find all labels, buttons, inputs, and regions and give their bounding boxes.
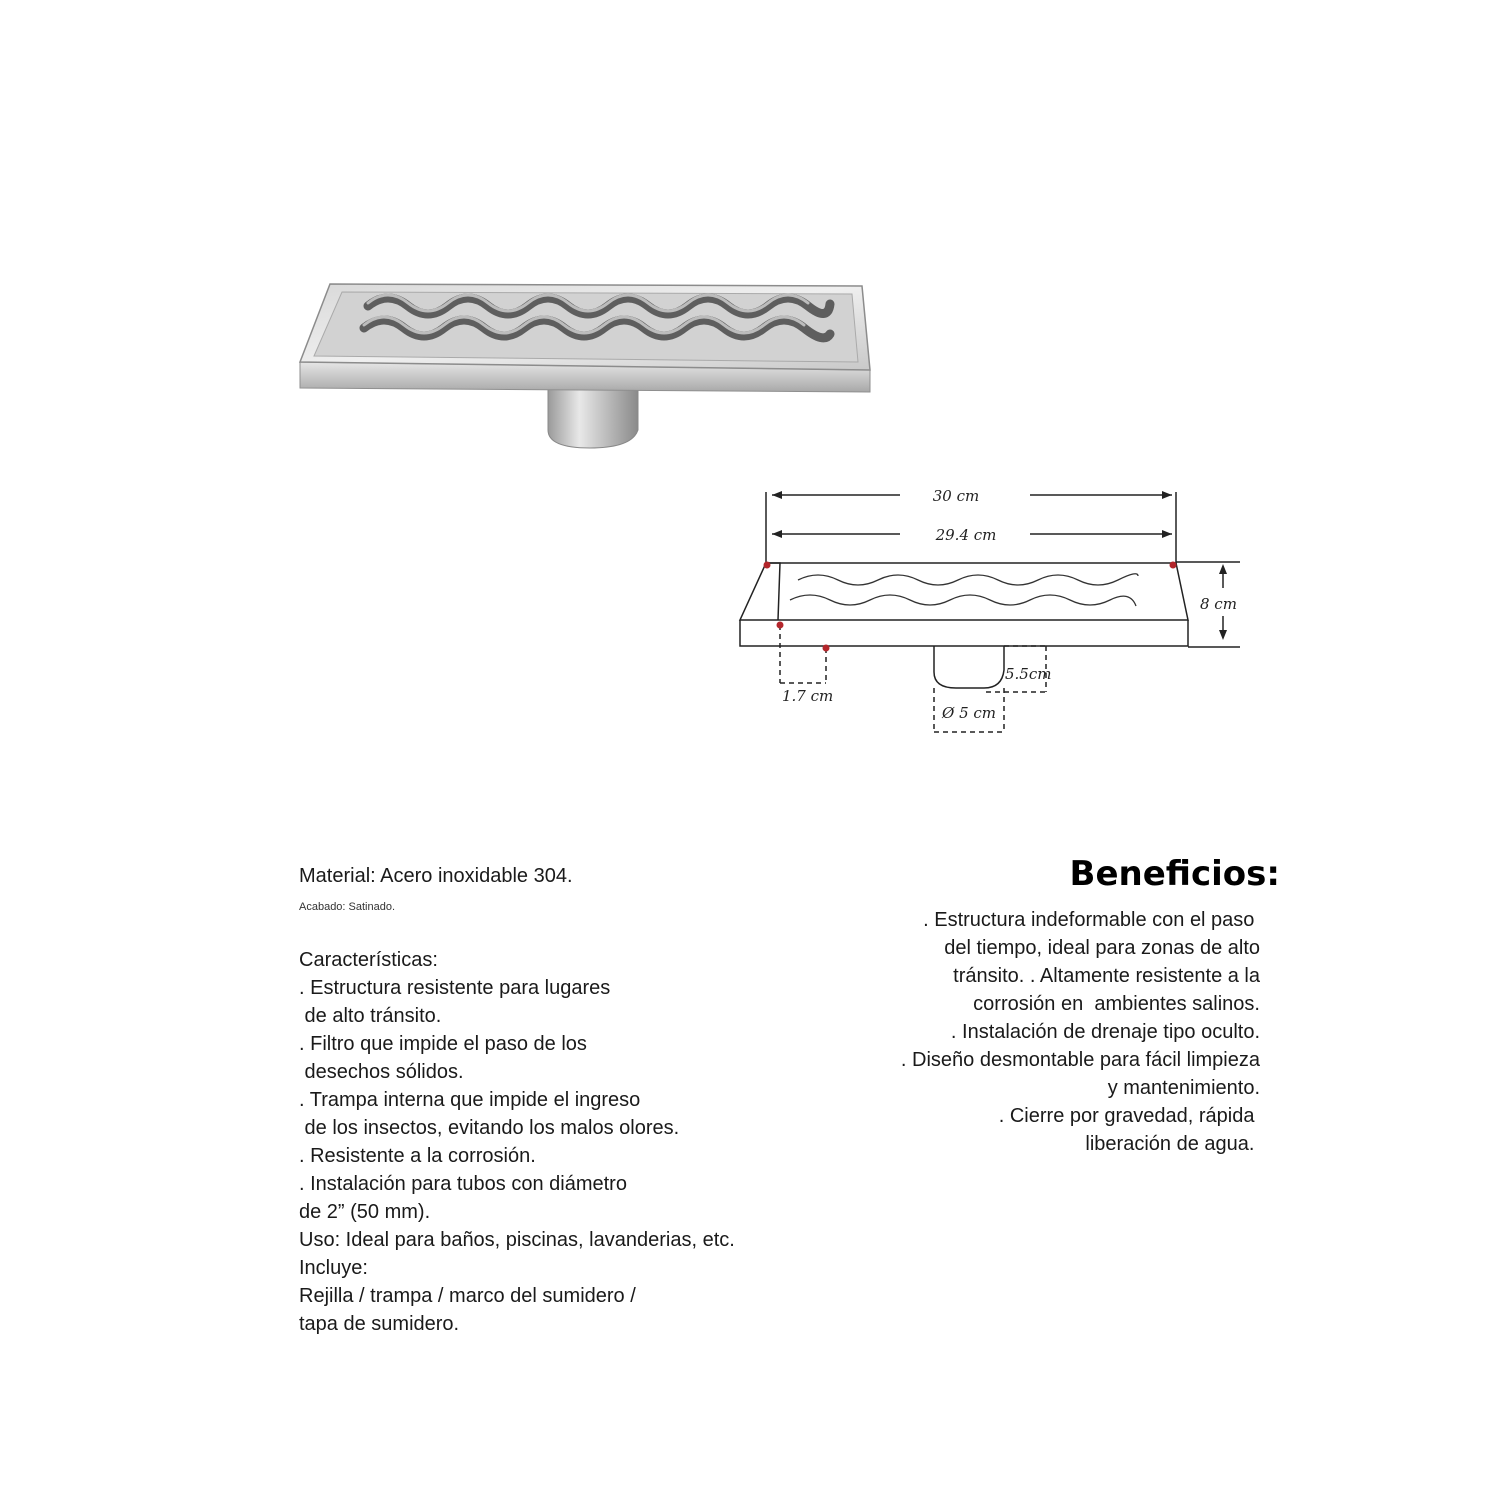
feature-line: de alto tránsito. (299, 1005, 442, 1027)
feature-line: desechos sólidos. (299, 1061, 464, 1083)
feature-line: . Estructura resistente para lugares (299, 977, 611, 999)
feature-line: Incluye: (299, 1257, 368, 1279)
feature-line: . Trampa interna que impide el ingreso (299, 1089, 641, 1111)
margin-label: 1.7 cm (782, 687, 834, 705)
inner-length-label: 29.4 cm (935, 526, 997, 544)
dimension-marker (823, 645, 830, 652)
height-label: 8 cm (1200, 595, 1237, 613)
benefits-list (800, 906, 1260, 1158)
benefit-line: y mantenimiento. (1107, 1077, 1260, 1099)
feature-line: Uso: Ideal para baños, piscinas, lavanderias, etc. (299, 1229, 735, 1251)
benefits-title: Beneficios: (1069, 854, 1280, 894)
benefit-line: tránsito. . Altamente resistente a la (953, 965, 1260, 987)
feature-line: de los insectos, evitando los malos olores. (299, 1117, 680, 1139)
benefit-line: . Instalación de drenaje tipo oculto. (950, 1021, 1260, 1043)
feature-line: . Instalación para tubos con diámetro (299, 1173, 627, 1195)
feature-line: de 2” (50 mm). (299, 1201, 431, 1223)
benefit-line: corrosión en ambientes salinos. (973, 993, 1260, 1015)
feature-line: . Resistente a la corrosión. (299, 1145, 536, 1167)
finish-text: Acabado: Satinado. (299, 901, 396, 913)
features-list (299, 974, 819, 1338)
outer-length-label: 30 cm (932, 487, 980, 505)
pipe-diameter-label: Ø 5 cm (942, 704, 997, 722)
features-title: Características: (299, 949, 438, 971)
benefit-line: . Estructura indeformable con el paso (923, 909, 1260, 931)
feature-line: Rejilla / trampa / marco del sumidero / (299, 1285, 636, 1307)
material-text: Material: Acero inoxidable 304. (299, 865, 573, 887)
benefit-line: . Diseño desmontable para fácil limpieza (900, 1049, 1260, 1071)
linear-floor-drain-photo (290, 270, 890, 460)
dimension-marker (777, 622, 784, 629)
dimension-marker (764, 562, 771, 569)
dimension-marker (1170, 562, 1177, 569)
benefit-line: liberación de agua. (1085, 1133, 1260, 1155)
specifications-column (299, 862, 819, 1338)
pipe-height-label: 5.5cm (1005, 665, 1052, 683)
feature-line: . Filtro que impide el paso de los (299, 1033, 587, 1055)
benefit-line: del tiempo, ideal para zonas de alto (944, 937, 1260, 959)
dimension-diagram (720, 470, 1280, 750)
benefit-line: . Cierre por gravedad, rápida (998, 1105, 1260, 1127)
feature-line: tapa de sumidero. (299, 1313, 460, 1335)
